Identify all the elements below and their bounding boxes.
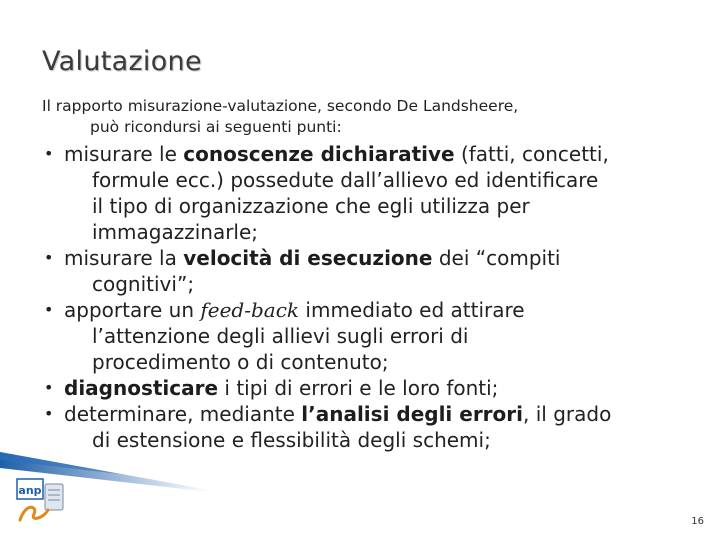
svg-text:anp: anp bbox=[18, 484, 42, 497]
bullet-continuation: di estensione e flessibilità degli schemi; bbox=[92, 428, 491, 452]
bullet-marker: • bbox=[44, 248, 54, 267]
bullet-list bbox=[42, 141, 707, 453]
text-run: (fatti, concetti, bbox=[454, 142, 609, 166]
bullet-text bbox=[64, 401, 707, 427]
bullet-continuation: procedimento o di contenuto; bbox=[92, 350, 389, 374]
anp-logo-icon bbox=[14, 476, 66, 524]
bullet-text bbox=[64, 245, 707, 271]
bullet-marker: • bbox=[44, 404, 54, 423]
bullet-marker: • bbox=[44, 378, 54, 397]
emphasis-text: conoscenze dichiarative bbox=[183, 142, 455, 166]
text-run: apportare un bbox=[64, 298, 201, 322]
bullet-continuation: il tipo di organizzazione che egli utilizza per bbox=[92, 194, 530, 218]
bullet-point-2 bbox=[42, 245, 707, 297]
emphasis-text: l’analisi degli errori bbox=[301, 402, 524, 426]
bullet-point-4 bbox=[42, 375, 707, 401]
intro-paragraph bbox=[42, 96, 692, 138]
emphasis-text: velocità di esecuzione bbox=[183, 246, 433, 270]
bullet-marker: • bbox=[44, 144, 54, 163]
text-run: i tipi di errori e le loro fonti; bbox=[218, 376, 499, 400]
bullet-text bbox=[64, 375, 707, 401]
page-number: 16 bbox=[691, 516, 704, 527]
bullet-text bbox=[64, 297, 707, 323]
emphasis-text: diagnosticare bbox=[64, 376, 219, 400]
bullet-point-1 bbox=[42, 141, 707, 245]
text-run: immediato ed attirare bbox=[299, 298, 525, 322]
text-run: misurare la bbox=[64, 246, 184, 270]
bullet-text bbox=[64, 141, 707, 167]
bullet-point-5 bbox=[42, 401, 707, 453]
intro-line-2: può ricondursi ai seguenti punti: bbox=[90, 118, 342, 136]
bullet-point-3 bbox=[42, 297, 707, 375]
slide-title: Valutazione bbox=[42, 46, 202, 77]
bullet-continuation: cognitivi”; bbox=[92, 272, 195, 296]
text-run: misurare le bbox=[64, 142, 184, 166]
bullet-continuation: l’attenzione degli allievi sugli errori di bbox=[92, 324, 469, 348]
intro-line-1: Il rapporto misurazione-valutazione, secondo De Landsheere, bbox=[42, 97, 519, 115]
text-run: determinare, mediante bbox=[64, 402, 302, 426]
bullet-continuation: formule ecc.) possedute dall’allievo ed identificare bbox=[92, 168, 599, 192]
bullet-marker: • bbox=[44, 300, 54, 319]
bullet-continuation: immagazzinarle; bbox=[92, 220, 259, 244]
emphasis-text: feed-back bbox=[200, 298, 300, 322]
text-run: , il grado bbox=[523, 402, 612, 426]
text-run: dei “compiti bbox=[432, 246, 561, 270]
